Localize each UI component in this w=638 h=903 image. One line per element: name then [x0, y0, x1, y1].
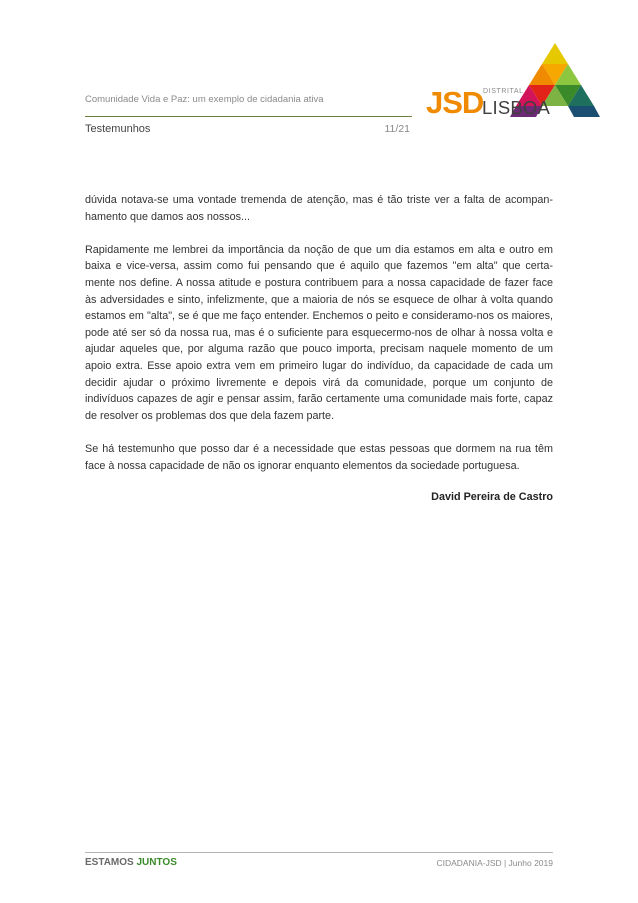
paragraph: dúvida notava-se uma vontade tremenda de atenção, mas é tão triste ver a falta de acompan-hamento que damos aos nossos...: [85, 194, 553, 223]
author-signature: David Pereira de Castro: [431, 491, 553, 503]
jsd-lisboa-logo: [425, 40, 600, 120]
footer-slogan-word1: ESTAMOS: [85, 857, 134, 868]
logo-distrital-text: DISTRITAL: [483, 88, 524, 95]
page-number: 11/21: [384, 123, 410, 135]
article-body: [85, 192, 553, 491]
footer-divider: [85, 852, 553, 853]
logo-lisboa-text: LISBOA: [482, 97, 551, 118]
paragraph: Se há testemunho que posso dar é a necessidade que estas pessoas que dormem na rua têm face à nossa capacidade de não os ignorar enquanto elementos da sociedade portuguesa.: [85, 442, 553, 472]
paragraph: Rapidamente me lembrei da importância da noção de que um dia estamos em alta e outro em baixa e vice-versa, assim como fui pensando que é aquilo que fazemos "em alta" que certa-mente nos define. A nossa atitude e postura contribuem para a nossa capacidade de fazer face às adversidades e sinto, infelizmente, que a maioria de nós se esquece de olhar à volta quando estamos em "alta", se é que me faço entender. Enchemos o peito e consideramo-nos os maiores, pode até ser só da nossa rua, mas é o suficiente para esquecermo-nos de olhar à nossa volta e ajudar aqueles que, por alguma razão que pouco importa, precisam naquele momento de um apoio extra. Esse apoio extra vem em primeiro lugar do indivíduo, da capacidade de cada um decidir ajudar o próximo livremente e depois virá da comunidade, porque um conjunto de indivíduos capazes de agir e pensar assim, farão certamente uma comunidade mais forte, capaz de resolver os problemas dos que dela fazem parte.: [85, 243, 553, 422]
footer-slogan-word2: JUNTOS: [136, 857, 177, 868]
footer-publication: CIDADANIA-JSD | Junho 2019: [436, 858, 553, 868]
footer-slogan: [85, 857, 177, 868]
logo-jsd-text: JSD: [426, 85, 484, 120]
document-subtitle: Comunidade Vida e Paz: um exemplo de cidadania ativa: [85, 94, 324, 105]
section-title: Testemunhos: [85, 123, 151, 135]
header-divider: [85, 116, 412, 117]
